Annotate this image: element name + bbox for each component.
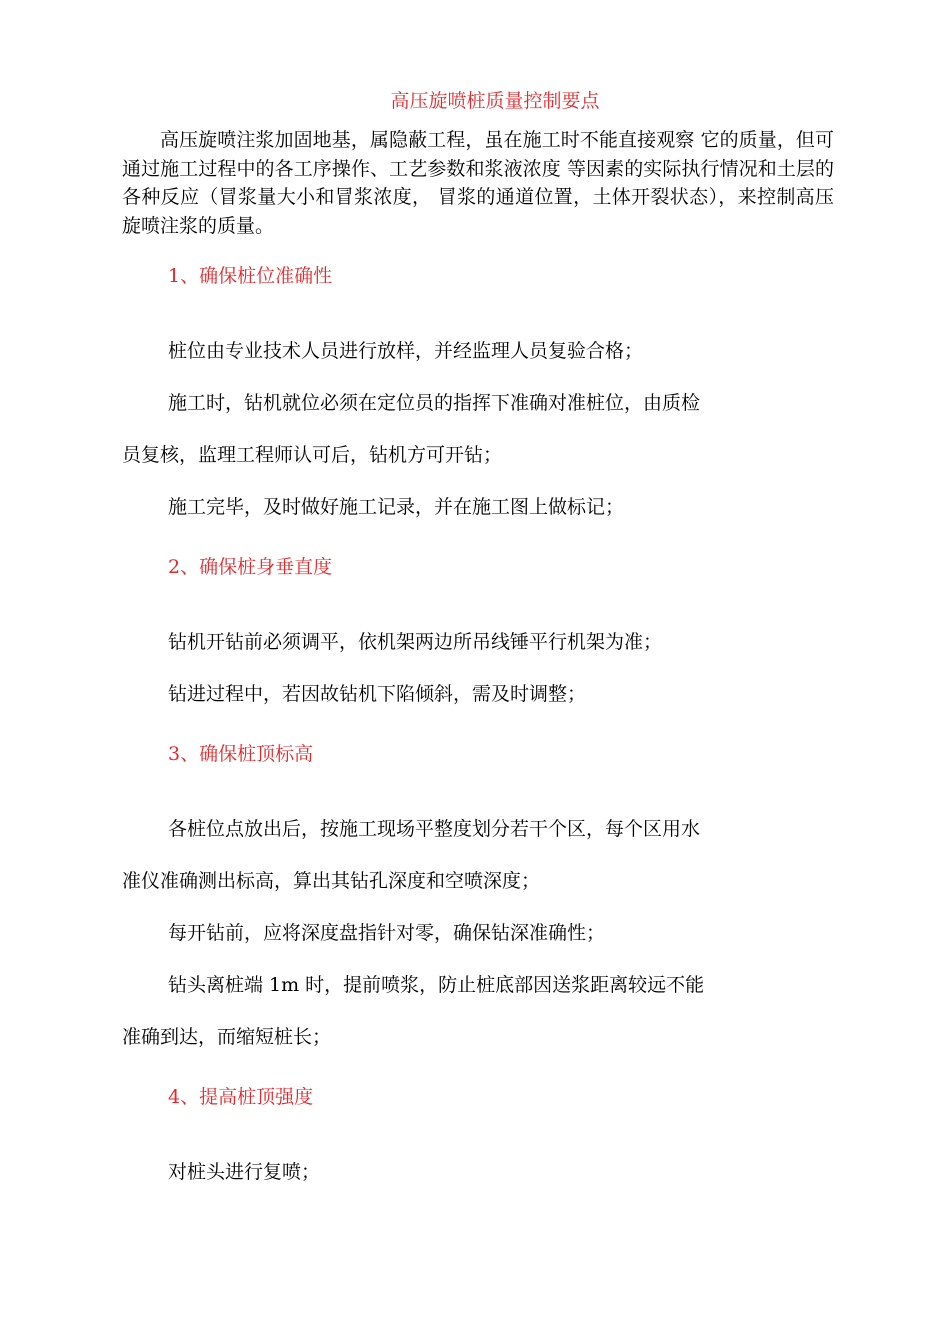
section-2-paragraph-2: 钻进过程中，若因故钻机下陷倾斜，需及时调整；	[168, 683, 587, 705]
section-1-paragraph-2-line-1: 施工时，钻机就位必须在定位员的指挥下准确对准桩位，由质检	[168, 392, 701, 414]
section-1-heading: 1、确保桩位准确性	[168, 265, 333, 287]
document-title: 高压旋喷桩质量控制要点	[390, 90, 600, 112]
section-1-paragraph-2-line-2: 员复核，监理工程师认可后，钻机方可开钻；	[122, 444, 503, 466]
section-3-paragraph-3-line-2: 准确到达，而缩短桩长；	[122, 1026, 332, 1048]
section-1-paragraph-1: 桩位由专业技术人员进行放样，并经监理人员复验合格；	[168, 340, 644, 362]
section-4-paragraph-1: 对桩头进行复喷；	[168, 1161, 321, 1183]
section-3-paragraph-1-line-1: 各桩位点放出后，按施工现场平整度划分若干个区，每个区用水	[168, 818, 701, 840]
section-3-paragraph-1-line-2: 准仪准确测出标高，算出其钻孔深度和空喷深度；	[122, 870, 541, 892]
section-3-paragraph-2: 每开钻前，应将深度盘指针对零，确保钻深准确性；	[168, 922, 606, 944]
section-2-heading: 2、确保桩身垂直度	[168, 556, 333, 578]
intro-paragraph: 高压旋喷注浆加固地基，属隐蔽工程，虽在施工时不能直接观察 它的质量，但可通过施工过程中的各工序操作、工艺参数和浆液浓度 等因素的实际执行情况和土层的各种反应（冒浆量大小和冒浆浓度， 冒浆的通道位置，土体开裂状态），来控制高压旋喷注浆的质量。	[122, 129, 834, 237]
section-1-paragraph-3: 施工完毕，及时做好施工记录，并在施工图上做标记；	[168, 496, 625, 518]
section-2-paragraph-1: 钻机开钻前必须调平，依机架两边所吊线锤平行机架为准；	[168, 631, 663, 653]
section-3-paragraph-3-line-1: 钻头离桩端 1m 时，提前喷浆，防止桩底部因送浆距离较远不能	[168, 974, 705, 996]
section-3-heading: 3、确保桩顶标高	[168, 743, 314, 765]
section-4-heading: 4、提高桩顶强度	[168, 1086, 314, 1108]
